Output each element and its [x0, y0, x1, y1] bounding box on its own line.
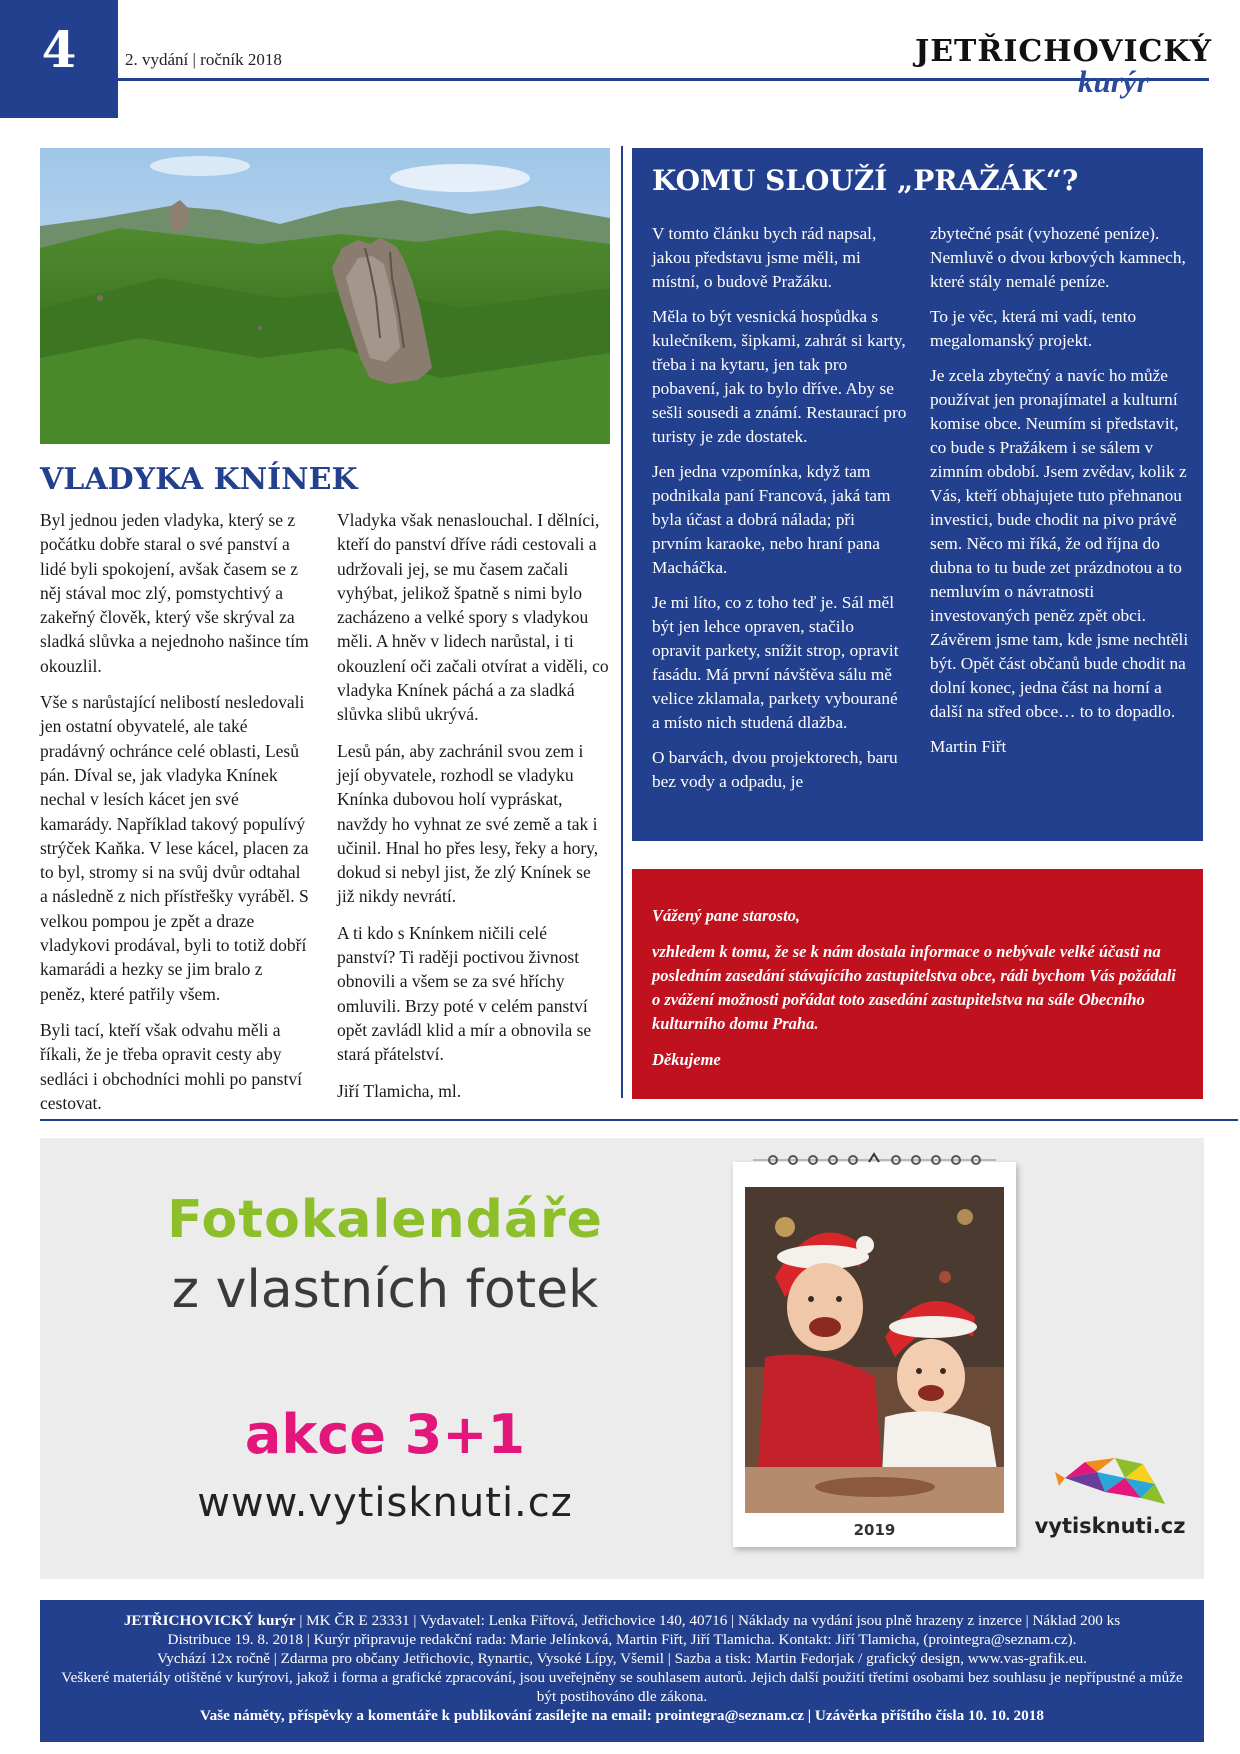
paragraph: A ti kdo s Knínkem ničili celé panství? Ti raději poctivou živnost obnovili a všem se za své hříchy omluvili. Brzy poté v celém panství opět zavládl klid a mír a obnovila se stará přátelství.	[337, 922, 592, 1065]
issue-info: 2. vydání | ročník 2018	[125, 50, 282, 69]
masthead-subtitle: kurýr	[1078, 64, 1149, 99]
ad-headline: Fotokalendáře	[167, 1190, 603, 1250]
calendar-rings-icon	[733, 1152, 1016, 1168]
brand-logo	[1025, 1448, 1195, 1543]
paragraph: Vladyka však nenaslouchal. I dělníci, kteří do panství dříve rádi cestovali a udržovali jej, se mu časem začali vyhýbat, jelikož špatně s nimi bylo zacházeno a velké spory s vladykou měli. A hněv v lidech narůstal, i ti okouzlení oči začali otvírat a viděli, co vladyka Knínek páchá a za sladká slůvka slibů ukrývá.	[337, 510, 609, 725]
article-title-prazak: KOMU SLOUŽÍ „PRAŽÁK“?	[652, 164, 1079, 197]
author: Jiří Tlamicha, ml.	[337, 1080, 462, 1101]
paragraph: Vše s narůstající nelibostí nesledovali jen ostatní obyvatelé, ale také pradávný ochránce celé oblasti, Lesů pán. Díval se, jak vladyka Knínek nechal v lesích kácet jen své kamarády. Například takový populívý strýček Kaňka. V lese kácel, placen za to byl, stromy si na svůj dvůr odtahal a následně z nich přístřešky vyráběl. S velkou pompou je zpět a draze vladykovi prodával, byli to totiž dobří kamarádi a hezky se jim bralo z peněz, které patřily všem.	[40, 692, 309, 1004]
author: Martin Fiřt	[930, 737, 1007, 756]
calendar-photo	[745, 1187, 1004, 1513]
header-rule	[118, 78, 1209, 81]
footer-line-1	[60, 1611, 1184, 1630]
paragraph: Byl jednou jeden vladyka, který se z počátku dobře staral o své panství a lidé byli spokojení, avšak časem se z něj stával moc zlý, pomstychtivý a zakeřný člověk, který vše skrýval za sladká slůvka a nejednoho našince tím okouzlil.	[40, 510, 309, 676]
ad-promo: akce 3+1	[244, 1403, 526, 1466]
impressum-footer	[40, 1600, 1204, 1742]
prazak-column-right	[930, 222, 1190, 770]
letter-body: vzhledem k tomu, že se k nám dostala informace o nebývale velké účasti na posledním zasedání stávajícího zastupitelstva obce, rádi bychom Vás požádali o zvážení možnosti pořádat toto zasedání zastupitelstva na sále Obecního kulturního domu Praha.	[652, 942, 1176, 1033]
footer-line-5: Vaše náměty, příspěvky a komentáře k publikování zasílejte na email: prointegra@seznam.cz | Uzávěrka příštího čísla 10. 10. 2018	[200, 1707, 1044, 1724]
ad-url-link[interactable]: www.vytisknuti.cz	[197, 1480, 573, 1526]
brand-name: vytisknuti.cz	[1034, 1514, 1186, 1538]
page-number-box	[0, 0, 118, 118]
footer-masthead: JETŘICHOVICKÝ kurýr	[123, 1612, 296, 1629]
footer-line-2: Distribuce 19. 8. 2018 | Kurýr připravuje redakční rada: Marie Jelínková, Martin Fiřt, Jiří Tlamicha. Kontakt: Jiří Tlamicha, (prointegra@seznam.cz).	[167, 1631, 1077, 1648]
paragraph: O barvách, dvou projektorech, baru bez vody a odpadu, je	[652, 748, 898, 791]
calendar-year: 2019	[853, 1521, 896, 1539]
letter-box	[632, 869, 1203, 1099]
paragraph: Měla to být vesnická hospůdka s kulečníkem, šipkami, zahrát si karty, třeba i na kytaru, jen tak pro pobavení, jak to bylo dříve. Aby se sešli sousedi a známí. Restaurací pro turisty je zde dostatek.	[652, 307, 907, 446]
masthead-title: JETŘICHOVICKÝ	[915, 34, 1213, 69]
ad-subheadline: z vlastních fotek	[171, 1260, 599, 1320]
footer-publisher-info: | MK ČR E 23331 | Vydavatel: Lenka Fiřtová, Jetřichovice 140, 40716 | Náklady na vydání jsou plně hrazeny z inzerce | Náklad 200 ks	[295, 1612, 1121, 1629]
paragraph: Je mi líto, co z toho teď je. Sál měl být jen lehce opraven, stačilo opravit parkety, snížit strop, opravit fasádu. Má první návštěva sálu mě velice zklamala, parkety vybourané a místo nich studená dlažba.	[652, 593, 899, 732]
paragraph: Byli tací, kteří však odvahu měli a říkali, že je třeba opravit cesty aby sedláci i obchodníci mohli po panství cestovat.	[40, 1019, 302, 1113]
paragraph: Jen jedna vzpomínka, když tam podnikala paní Francová, jaká tam byla účast a dobrá nálada; při prvním karaoke, nebo hraní pana Macháčka.	[652, 462, 891, 577]
rhino-icon	[1025, 1448, 1195, 1514]
column-divider	[621, 146, 623, 1098]
footer-line-4: Veškeré materiály otištěné v kurýrovi, jakož i forma a grafické zpracování, jsou uveřejněny se souhlasem autorů. Jejich další použití třetími osobami bez souhlasu je nepřípustné a může být postihováno dle zákona.	[61, 1669, 1183, 1705]
article-column-right	[337, 508, 609, 1115]
letter-closing: Děkujeme	[652, 1050, 721, 1069]
paragraph: V tomto článku bych rád napsal, jakou představu jsme měli, mi místní, o budově Pražáku.	[652, 224, 877, 291]
page-number: 4	[41, 20, 77, 79]
calendar-mockup	[733, 1162, 1016, 1547]
paragraph: zbytečné psát (vyhozené peníze). Nemluvě o dvou krbových kamnech, které stály nemalé peníze.	[930, 224, 1186, 291]
prazak-article-box	[632, 148, 1203, 841]
prazak-column-left	[652, 222, 907, 805]
advertisement[interactable]	[40, 1138, 1204, 1579]
paragraph: To je věc, která mi vadí, tento megalomanský projekt.	[930, 307, 1137, 350]
landscape-photo	[40, 148, 610, 444]
article-column-left	[40, 508, 310, 1127]
letter-salutation: Vážený pane starosto,	[652, 906, 801, 925]
paragraph: Lesů pán, aby zachránil svou zem i její obyvatele, rozhodl se vladyku Knínka dubovou holí vypráskat, navždy ho vyhnat ze své země a tak i učinil. Hnal ho přes lesy, řeky a hory, dokud si nebyl jist, že zlý Knínek se již nikdy nevrátí.	[337, 740, 599, 907]
article-title-vladyka: VLADYKA KNÍNEK	[40, 462, 358, 497]
footer-line-3: Vychází 12x ročně | Zdarma pro občany Jetřichovic, Rynartic, Vysoké Lípy, Všemil | Sazba a tisk: Martin Fedorjak / grafický design, www.vas-grafik.eu.	[157, 1650, 1087, 1667]
paragraph: Je zcela zbytečný a navíc ho může používat jen pronajímatel a kulturní komise obce. Neumím si představit, co bude s Pražákem i se sálem v zimním období. Jsem zvědav, kolik z Vás, kteří obhajujete tuto přehnanou investici, bude chodit na pivo právě sem. Něco mi říká, že od října do dubna to tu bude zet prázdnotou a to nemluvím o návratnosti investovaných peněz zpět obci. Závěrem jsme tam, kde jsme nechtěli být. Opět část občanů bude chodit na dolní konec, jedna část na horní a další na střed obce… to to dopadlo.	[930, 366, 1189, 721]
